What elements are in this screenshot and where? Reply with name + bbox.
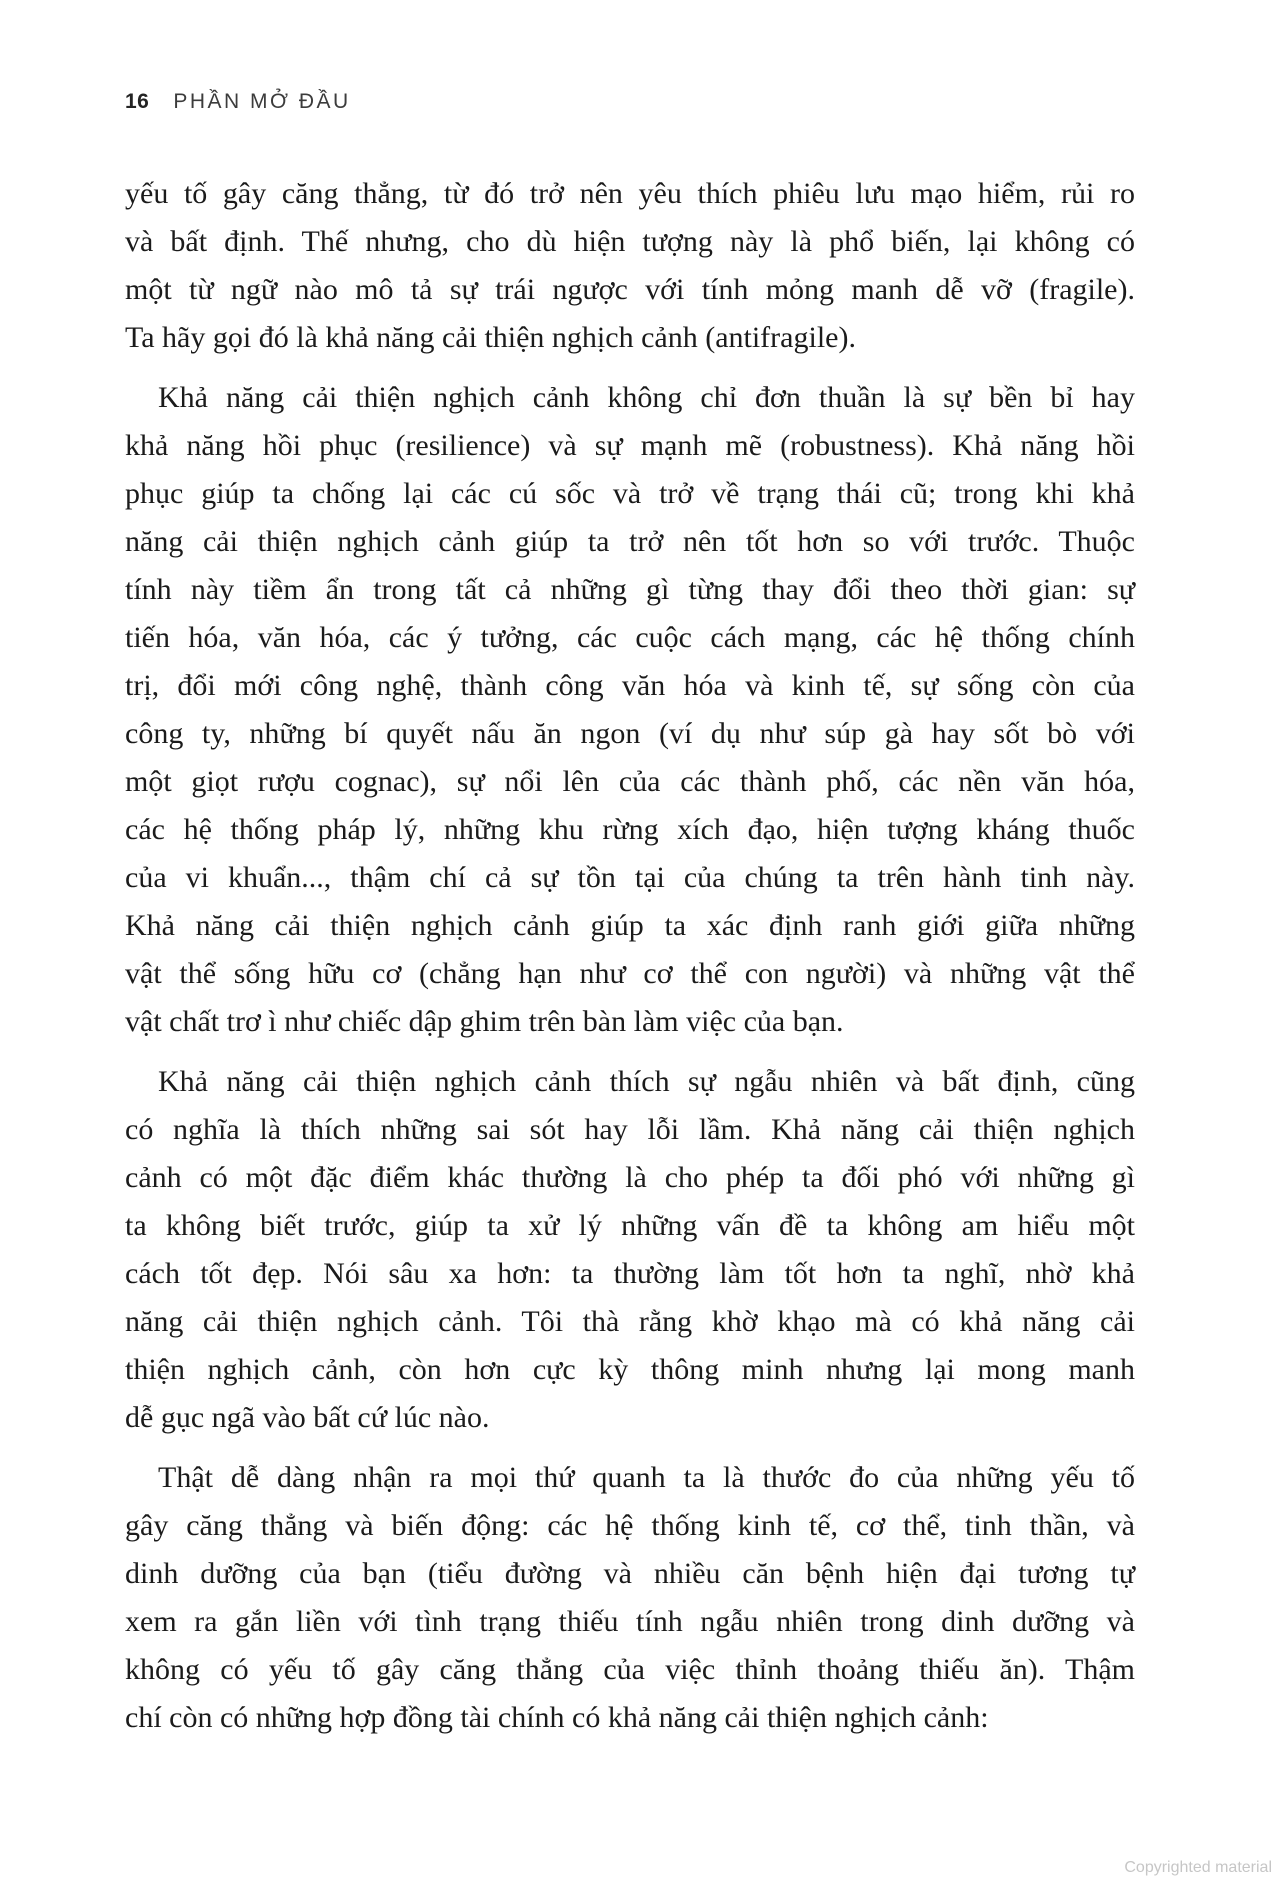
text-line: dinh dưỡng của bạn (tiểu đường và nhiều căn bệnh hiện đại tương tự [125, 1557, 1135, 1590]
section-title: PHẦN MỞ ĐẦU [173, 90, 351, 113]
text-line: Khả năng cải thiện nghịch cảnh thích sự ngẫu nhiên và bất định, cũng [158, 1065, 1135, 1098]
text-line: cách tốt đẹp. Nói sâu xa hơn: ta thường làm tốt hơn ta nghĩ, nhờ khả [125, 1257, 1135, 1290]
text-line: và bất định. Thế nhưng, cho dù hiện tượng này là phổ biến, lại không có [125, 225, 1135, 258]
text-line: Thật dễ dàng nhận ra mọi thứ quanh ta là thước đo của những yếu tố [158, 1461, 1135, 1494]
text-line: tiến hóa, văn hóa, các ý tưởng, các cuộc cách mạng, các hệ thống chính [125, 621, 1135, 654]
text-line: một giọt rượu cognac), sự nổi lên của các thành phố, các nền văn hóa, [125, 765, 1135, 798]
page-body-text [125, 170, 1135, 1742]
text-line: của vi khuẩn..., thậm chí cả sự tồn tại của chúng ta trên hành tinh này. [125, 861, 1135, 894]
text-line: năng cải thiện nghịch cảnh giúp ta trở nên tốt hơn so với trước. Thuộc [125, 525, 1135, 558]
copyright-watermark: Copyrighted material [1124, 1859, 1272, 1876]
text-line: năng cải thiện nghịch cảnh. Tôi thà rằng khờ khạo mà có khả năng cải [125, 1305, 1135, 1338]
page-header [125, 90, 351, 114]
text-line: thiện nghịch cảnh, còn hơn cực kỳ thông minh nhưng lại mong manh [125, 1353, 1135, 1386]
text-line: gây căng thẳng và biến động: các hệ thống kinh tế, cơ thể, tinh thần, và [125, 1509, 1135, 1542]
paragraph [125, 170, 1135, 362]
text-line: không có yếu tố gây căng thẳng của việc thỉnh thoảng thiếu ăn). Thậm [125, 1653, 1135, 1686]
text-line: xem ra gắn liền với tình trạng thiếu tính ngẫu nhiên trong dinh dưỡng và [125, 1605, 1135, 1638]
text-line: khả năng hồi phục (resilience) và sự mạnh mẽ (robustness). Khả năng hồi [125, 429, 1135, 462]
text-line: Ta hãy gọi đó là khả năng cải thiện nghịch cảnh (antifragile). [125, 321, 856, 354]
text-line: dễ gục ngã vào bất cứ lúc nào. [125, 1401, 490, 1434]
text-line: trị, đổi mới công nghệ, thành công văn hóa và kinh tế, sự sống còn của [125, 669, 1135, 702]
text-line: tính này tiềm ẩn trong tất cả những gì từng thay đổi theo thời gian: sự [125, 573, 1135, 606]
text-line: vật chất trơ ì như chiếc dập ghim trên bàn làm việc của bạn. [125, 1005, 844, 1038]
text-line: phục giúp ta chống lại các cú sốc và trở về trạng thái cũ; trong khi khả [125, 477, 1135, 510]
text-line: chí còn có những hợp đồng tài chính có khả năng cải thiện nghịch cảnh: [125, 1701, 989, 1734]
text-line: công ty, những bí quyết nấu ăn ngon (ví dụ như súp gà hay sốt bò với [125, 717, 1135, 750]
text-line: yếu tố gây căng thẳng, từ đó trở nên yêu thích phiêu lưu mạo hiểm, rủi ro [125, 177, 1135, 210]
paragraph [125, 1058, 1135, 1442]
text-line: cảnh có một đặc điểm khác thường là cho phép ta đối phó với những gì [125, 1161, 1135, 1194]
text-line: ta không biết trước, giúp ta xử lý những vấn đề ta không am hiểu một [125, 1209, 1135, 1242]
text-line: Khả năng cải thiện nghịch cảnh không chỉ đơn thuần là sự bền bỉ hay [158, 381, 1135, 414]
paragraph [125, 374, 1135, 1046]
text-line: vật thể sống hữu cơ (chẳng hạn như cơ thể con người) và những vật thể [125, 957, 1135, 990]
page-number: 16 [125, 90, 150, 113]
paragraph [125, 1454, 1135, 1742]
text-line: một từ ngữ nào mô tả sự trái ngược với tính mỏng manh dễ vỡ (fragile). [125, 273, 1135, 306]
text-line: có nghĩa là thích những sai sót hay lỗi lầm. Khả năng cải thiện nghịch [125, 1113, 1135, 1146]
text-line: Khả năng cải thiện nghịch cảnh giúp ta xác định ranh giới giữa những [125, 909, 1135, 942]
text-line: các hệ thống pháp lý, những khu rừng xích đạo, hiện tượng kháng thuốc [125, 813, 1135, 846]
